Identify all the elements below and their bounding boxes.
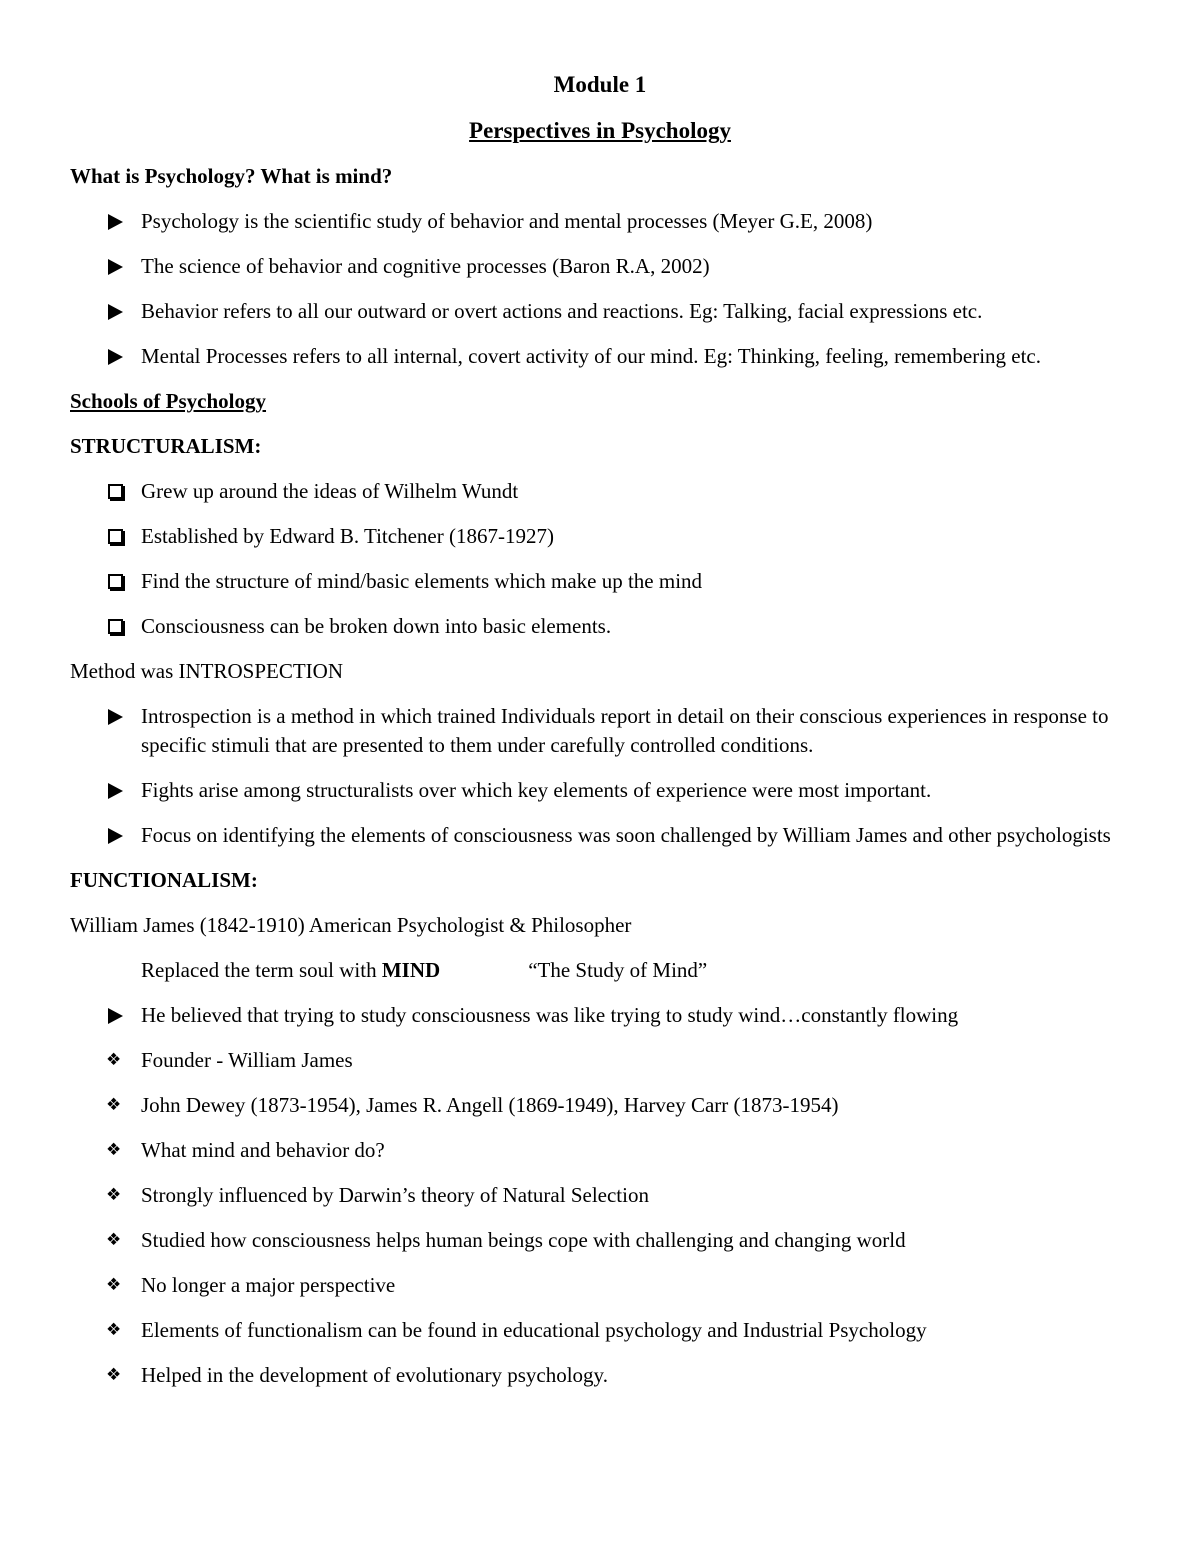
checkbox-bullet-icon <box>106 522 130 551</box>
arrow-bullet-icon <box>106 207 130 236</box>
list-item <box>70 477 1130 506</box>
list-item-text: Focus on identifying the elements of consciousness was soon challenged by William James and other psychologists <box>141 823 1111 847</box>
diamond-bullet-icon: ❖ <box>106 1095 122 1115</box>
list-item-text: Established by Edward B. Titchener (1867-1927) <box>141 524 554 548</box>
list-item <box>70 1316 1130 1345</box>
diamond-bullet-icon: ❖ <box>106 1320 122 1340</box>
list-item <box>70 1361 1130 1390</box>
list-item-text: Consciousness can be broken down into basic elements. <box>141 614 612 638</box>
diamond-bullet-icon: ❖ <box>106 1140 122 1160</box>
list-item <box>70 1001 1130 1030</box>
list-item <box>70 1226 1130 1255</box>
list-item-text: No longer a major perspective <box>141 1273 396 1297</box>
replaced-quote: “The Study of Mind” <box>528 958 708 982</box>
list-item-text: Grew up around the ideas of Wilhelm Wundt <box>141 479 519 503</box>
list-item-text: Introspection is a method in which trained Individuals report in detail on their conscious experiences in response to specific stimuli that are presented to them under carefully controlled conditions. <box>141 704 1109 757</box>
list-item <box>70 702 1130 760</box>
replaced-prefix: Replaced the term soul with <box>141 958 382 982</box>
list-item <box>70 297 1130 326</box>
list-item <box>70 567 1130 596</box>
intro-heading: What is Psychology? What is mind? <box>70 164 393 188</box>
list-item-text: Strongly influenced by Darwin’s theory of Natural Selection <box>141 1183 649 1207</box>
arrow-bullet-icon <box>106 821 130 850</box>
method-line: Method was INTROSPECTION <box>70 659 343 683</box>
method-list <box>70 702 1130 850</box>
replaced-line <box>141 956 1130 985</box>
list-item <box>70 1046 1130 1075</box>
arrow-bullet-icon <box>106 252 130 281</box>
arrow-bullet-icon <box>106 297 130 326</box>
list-item-text: Mental Processes refers to all internal, covert activity of our mind. Eg: Thinking, feeling, remembering etc. <box>141 344 1042 368</box>
arrow-bullet-icon <box>106 776 130 805</box>
structuralism-heading: STRUCTURALISM: <box>70 434 262 458</box>
founder-line: William James (1842-1910) American Psychologist & Philosopher <box>70 913 632 937</box>
functionalism-list <box>70 1001 1130 1390</box>
page-title: Module 1 <box>553 72 647 97</box>
diamond-bullet-icon: ❖ <box>106 1230 122 1250</box>
list-item-text: John Dewey (1873-1954), James R. Angell (1869-1949), Harvey Carr (1873-1954) <box>141 1093 839 1117</box>
checkbox-bullet-icon <box>106 567 130 596</box>
diamond-bullet-icon: ❖ <box>106 1050 122 1070</box>
list-item-text: He believed that trying to study consciousness was like trying to study wind…constantly flowing <box>141 1003 959 1027</box>
arrow-bullet-icon <box>106 342 130 371</box>
list-item <box>70 1271 1130 1300</box>
intro-list <box>70 207 1130 371</box>
list-item <box>70 612 1130 641</box>
list-item-text: Helped in the development of evolutionary psychology. <box>141 1363 608 1387</box>
list-item <box>70 1091 1130 1120</box>
list-item <box>70 1181 1130 1210</box>
list-item <box>70 342 1130 371</box>
checkbox-bullet-icon <box>106 477 130 506</box>
structuralism-list <box>70 477 1130 641</box>
document-page <box>70 70 1130 1406</box>
list-item <box>70 522 1130 551</box>
checkbox-bullet-icon <box>106 612 130 641</box>
list-item <box>70 207 1130 236</box>
arrow-bullet-icon <box>106 1001 130 1030</box>
diamond-bullet-icon: ❖ <box>106 1185 122 1205</box>
arrow-bullet-icon <box>106 702 130 731</box>
list-item-text: Psychology is the scientific study of behavior and mental processes (Meyer G.E, 2008) <box>141 209 873 233</box>
replaced-bold-word: MIND <box>381 958 441 982</box>
diamond-bullet-icon: ❖ <box>106 1275 122 1295</box>
list-item-text: Elements of functionalism can be found in educational psychology and Industrial Psychology <box>141 1318 927 1342</box>
list-item-text: What mind and behavior do? <box>141 1138 385 1162</box>
list-item-text: The science of behavior and cognitive processes (Baron R.A, 2002) <box>141 254 710 278</box>
list-item <box>70 776 1130 805</box>
diamond-bullet-icon: ❖ <box>106 1365 122 1385</box>
list-item-text: Behavior refers to all our outward or overt actions and reactions. Eg: Talking, facial expressions etc. <box>141 299 983 323</box>
list-item <box>70 252 1130 281</box>
list-item-text: Founder - William James <box>141 1048 353 1072</box>
list-item-text: Find the structure of mind/basic elements which make up the mind <box>141 569 703 593</box>
functionalism-heading: FUNCTIONALISM: <box>70 868 258 892</box>
list-item <box>70 1136 1130 1165</box>
list-item-text: Studied how consciousness helps human beings cope with challenging and changing world <box>141 1228 906 1252</box>
schools-heading: Schools of Psychology <box>70 389 267 413</box>
page-subtitle: Perspectives in Psychology <box>469 118 731 143</box>
list-item-text: Fights arise among structuralists over which key elements of experience were most important. <box>141 778 932 802</box>
list-item <box>70 821 1130 850</box>
